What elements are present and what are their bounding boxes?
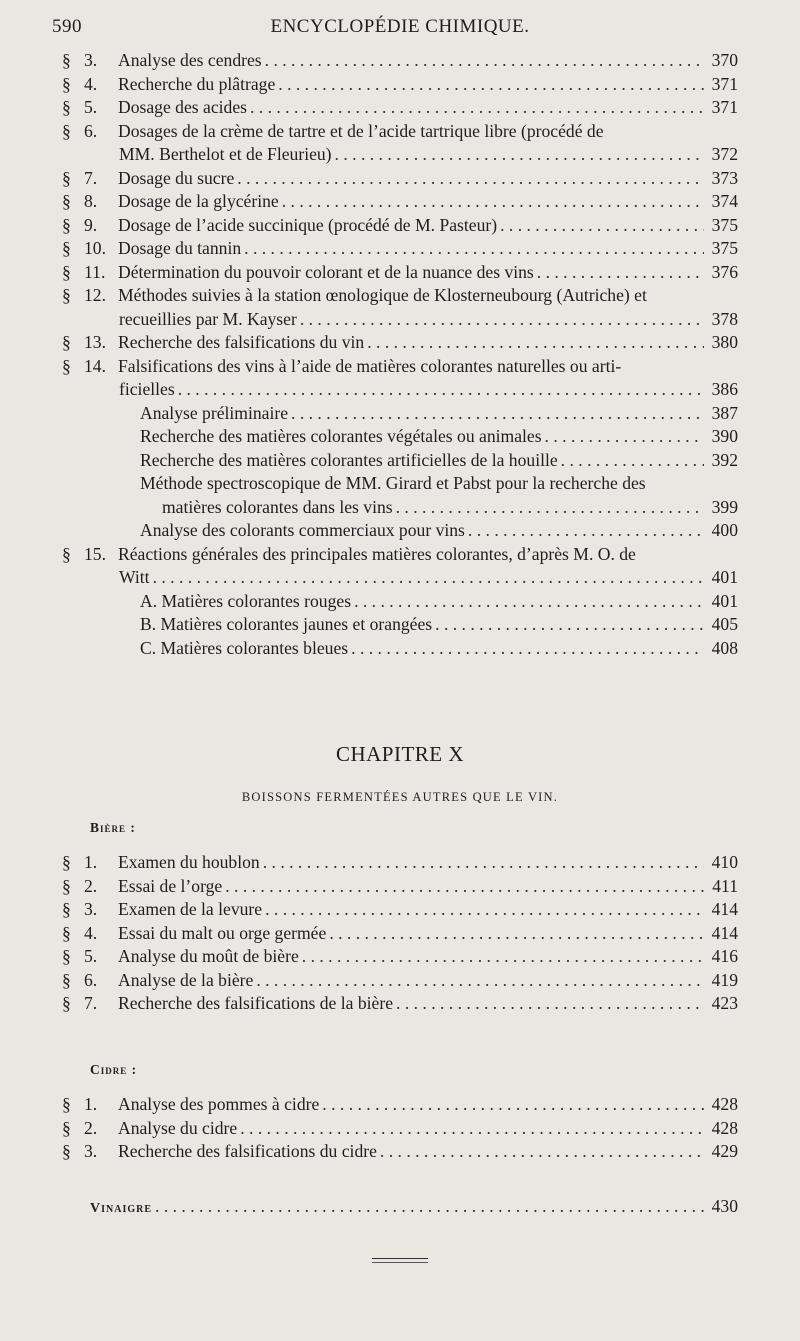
section-sign: § bbox=[62, 969, 71, 990]
entry-text: Essai de l’orge bbox=[118, 875, 223, 896]
toc-entry bbox=[62, 497, 738, 521]
entry-page: 401 bbox=[711, 567, 738, 587]
entry-page: 375 bbox=[711, 214, 738, 235]
entry-label bbox=[62, 121, 604, 142]
entry-label bbox=[140, 638, 348, 659]
entry-page: 400 bbox=[711, 520, 738, 540]
entry-number: 5. bbox=[84, 946, 98, 966]
page-number: 590 bbox=[52, 16, 82, 37]
entry-label bbox=[62, 993, 393, 1014]
toc-entry bbox=[62, 970, 738, 994]
dot-leader bbox=[351, 638, 704, 659]
entry-number: 4. bbox=[84, 922, 98, 943]
entry-label bbox=[140, 520, 465, 541]
entry-page: 423 bbox=[711, 993, 738, 1013]
entry-label bbox=[62, 1118, 237, 1139]
toc-entry bbox=[62, 403, 738, 427]
entry-text: Analyse du cidre bbox=[118, 1117, 238, 1138]
dot-leader bbox=[240, 1118, 704, 1139]
toc-entry bbox=[62, 1141, 738, 1165]
entry-page: 430 bbox=[711, 1196, 738, 1216]
section-sign: § bbox=[62, 191, 71, 211]
entry-page: 386 bbox=[711, 379, 738, 399]
chapter-title: CHAPITRE X bbox=[335, 742, 465, 766]
section-sign: § bbox=[62, 1117, 71, 1138]
entry-text: Détermination du pouvoir colorant et de la nuance des vins bbox=[118, 261, 534, 282]
entry-page: 370 bbox=[711, 50, 738, 70]
section-sign: § bbox=[62, 332, 71, 352]
toc-entry bbox=[62, 50, 738, 74]
entry-page: 376 bbox=[711, 261, 738, 282]
entry-text: matières colorantes dans les vins bbox=[162, 496, 393, 517]
entry-page: 428 bbox=[711, 1094, 738, 1114]
entry-text: Recherche des matières colorantes végétales ou animales bbox=[140, 426, 542, 446]
toc-entry bbox=[62, 215, 738, 239]
entry-page: 428 bbox=[711, 1117, 738, 1138]
toc-entry bbox=[62, 121, 738, 145]
entry-number: 4. bbox=[84, 73, 98, 94]
dot-leader bbox=[354, 591, 704, 612]
toc-entry bbox=[62, 591, 738, 615]
entry-label bbox=[62, 215, 497, 236]
section-sign: § bbox=[62, 875, 71, 896]
toc-entry bbox=[62, 262, 738, 286]
entry-label bbox=[62, 74, 275, 95]
entry-text: Examen de la levure bbox=[118, 899, 263, 919]
dot-leader bbox=[265, 899, 704, 920]
entry-text: Recherche des matières colorantes artificielles de la houille bbox=[140, 449, 558, 470]
entry-page: 408 bbox=[711, 637, 738, 658]
entry-text: Essai du malt ou orge germée bbox=[118, 922, 327, 943]
toc-entry bbox=[62, 1196, 738, 1220]
dot-leader bbox=[278, 74, 704, 95]
entry-text: Analyse préliminaire bbox=[140, 402, 289, 423]
entry-number: 5. bbox=[84, 97, 98, 117]
entry-number: 7. bbox=[84, 167, 98, 188]
entry-label bbox=[140, 403, 288, 424]
toc-entry bbox=[62, 426, 738, 450]
entry-number: 8. bbox=[84, 191, 98, 211]
entry-label bbox=[62, 946, 299, 967]
toc-entry bbox=[62, 946, 738, 970]
section-sign: § bbox=[62, 355, 71, 376]
section-sign: § bbox=[62, 167, 71, 188]
entry-label bbox=[62, 168, 234, 189]
entry-text: Dosage des acides bbox=[118, 97, 247, 117]
entry-text: A. Matières colorantes rouges bbox=[140, 590, 352, 611]
entry-number: 2. bbox=[84, 1117, 98, 1138]
entry-label bbox=[140, 614, 432, 635]
dot-leader bbox=[380, 1141, 704, 1162]
entry-text: B. Matières colorantes jaunes et orangées bbox=[140, 614, 433, 634]
dot-leader bbox=[256, 970, 704, 991]
entry-number: 1. bbox=[84, 1094, 98, 1114]
entry-page: 371 bbox=[711, 97, 738, 117]
section-sign: § bbox=[62, 285, 71, 305]
toc-cidre bbox=[62, 1094, 738, 1165]
entry-text: Réactions générales des principales matières colorantes, d’après M. O. de bbox=[118, 543, 636, 564]
entry-text: Méthode spectroscopique de MM. Girard et Pabst pour la recherche des bbox=[140, 473, 646, 493]
entry-text: MM. Berthelot et de Fleurieu) bbox=[119, 144, 332, 164]
entry-text: recueillies par M. Kayser bbox=[119, 308, 297, 329]
entry-number: 3. bbox=[84, 899, 98, 919]
section-sign: § bbox=[62, 261, 71, 282]
toc-biere bbox=[62, 852, 738, 1017]
end-rule bbox=[372, 1258, 428, 1259]
entry-label bbox=[119, 309, 297, 330]
entry-text: Dosage de l’acide succinique (procédé de M. Pasteur) bbox=[118, 214, 498, 235]
toc-entry bbox=[62, 899, 738, 923]
entry-number: 2. bbox=[84, 875, 98, 896]
entry-number: 3. bbox=[84, 1141, 98, 1161]
entry-page: 414 bbox=[711, 922, 738, 943]
section-sign: § bbox=[62, 946, 71, 966]
toc-entry bbox=[62, 638, 738, 662]
entry-page: 390 bbox=[711, 426, 738, 446]
dot-leader bbox=[244, 238, 704, 259]
entry-label bbox=[62, 191, 279, 212]
entry-text: Analyse des cendres bbox=[118, 50, 262, 70]
entry-text: C. Matières colorantes bleues bbox=[140, 637, 349, 658]
dot-leader bbox=[367, 332, 704, 353]
dot-leader bbox=[225, 876, 704, 897]
chapter-subtitle: BOISSONS FERMENTÉES AUTRES QUE LE VIN. bbox=[241, 790, 559, 804]
entry-text: Dosage du tannin bbox=[118, 238, 242, 258]
entry-text: Analyse des pommes à cidre bbox=[118, 1094, 320, 1114]
entry-page: 373 bbox=[711, 167, 738, 188]
toc-entry bbox=[62, 473, 738, 497]
dot-leader bbox=[500, 215, 704, 236]
toc-entry bbox=[62, 332, 738, 356]
entry-number: 14. bbox=[84, 355, 106, 376]
entry-text: Recherche des falsifications de la bière bbox=[118, 993, 394, 1013]
toc-entry bbox=[62, 74, 738, 98]
entry-label bbox=[62, 970, 253, 991]
entry-page: 405 bbox=[711, 614, 738, 634]
toc-entry bbox=[62, 168, 738, 192]
entry-page: 414 bbox=[711, 899, 738, 919]
entry-number: 13. bbox=[84, 332, 106, 352]
entry-label bbox=[62, 899, 262, 920]
toc-entry bbox=[62, 356, 738, 380]
toc-entry bbox=[62, 614, 738, 638]
toc-entry bbox=[62, 567, 738, 591]
entry-label bbox=[62, 544, 636, 565]
entry-page: 411 bbox=[712, 875, 738, 896]
dot-leader bbox=[153, 567, 704, 588]
section-label-cidre: Cidre : bbox=[90, 1062, 138, 1077]
entry-label bbox=[62, 50, 262, 71]
entry-label bbox=[62, 332, 364, 353]
toc-entry bbox=[62, 852, 738, 876]
entry-label bbox=[140, 473, 646, 494]
entry-page: 371 bbox=[711, 73, 738, 94]
entry-page: 399 bbox=[711, 496, 738, 517]
entry-label bbox=[62, 285, 647, 306]
table-of-contents bbox=[62, 50, 738, 661]
section-sign: § bbox=[62, 73, 71, 94]
toc-entry bbox=[62, 1118, 738, 1142]
entry-page: 372 bbox=[711, 144, 738, 164]
section-sign: § bbox=[62, 993, 71, 1013]
toc-entry bbox=[62, 309, 738, 333]
dot-leader bbox=[435, 614, 704, 635]
entry-number: 9. bbox=[84, 214, 98, 235]
entry-text: ficielles bbox=[119, 379, 175, 399]
entry-page: 392 bbox=[711, 449, 738, 470]
toc-vinaigre bbox=[62, 1196, 738, 1220]
section-sign: § bbox=[62, 238, 71, 258]
entry-label bbox=[140, 591, 351, 612]
toc-entry bbox=[62, 379, 738, 403]
toc-entry bbox=[62, 191, 738, 215]
entry-text: Recherche des falsifications du vin bbox=[118, 332, 365, 352]
entry-number: 3. bbox=[84, 50, 98, 70]
section-sign: § bbox=[62, 1141, 71, 1161]
entry-page: 410 bbox=[711, 852, 738, 872]
toc-entry bbox=[62, 923, 738, 947]
toc-entry bbox=[62, 97, 738, 121]
entry-number: 6. bbox=[84, 969, 98, 990]
dot-leader bbox=[263, 852, 704, 873]
toc-entry bbox=[62, 544, 738, 568]
entry-label bbox=[62, 923, 326, 944]
entry-text: Analyse de la bière bbox=[118, 969, 254, 990]
entry-label bbox=[62, 262, 534, 283]
entry-text: Falsifications des vins à l’aide de matières colorantes naturelles ou arti- bbox=[118, 355, 622, 376]
dot-leader bbox=[335, 144, 704, 165]
section-sign: § bbox=[62, 899, 71, 919]
entry-label bbox=[62, 97, 247, 118]
dot-leader bbox=[545, 426, 704, 447]
entry-text: Analyse des colorants commerciaux pour vins bbox=[140, 520, 465, 540]
entry-text: Examen du houblon bbox=[118, 852, 260, 872]
entry-page: 416 bbox=[711, 946, 738, 966]
entry-page: 387 bbox=[711, 402, 738, 423]
dot-leader bbox=[155, 1196, 704, 1217]
entry-label bbox=[162, 497, 393, 518]
dot-leader bbox=[396, 993, 704, 1014]
entry-number: 7. bbox=[84, 993, 98, 1013]
entry-text: Recherche des falsifications du cidre bbox=[118, 1141, 377, 1161]
section-sign: § bbox=[62, 214, 71, 235]
entry-text: Recherche du plâtrage bbox=[118, 73, 276, 94]
toc-entry bbox=[62, 1094, 738, 1118]
entry-label bbox=[62, 876, 222, 897]
dot-leader bbox=[300, 309, 704, 330]
entry-label bbox=[62, 1094, 319, 1115]
end-rule-thin bbox=[372, 1262, 428, 1263]
entry-number: 10. bbox=[84, 238, 106, 258]
dot-leader bbox=[561, 450, 704, 471]
entry-page: 374 bbox=[711, 191, 738, 211]
dot-leader bbox=[282, 191, 704, 212]
section-label-biere: Bière : bbox=[90, 820, 136, 835]
entry-text: Analyse du moût de bière bbox=[118, 946, 299, 966]
entry-label bbox=[62, 356, 621, 377]
dot-leader bbox=[250, 97, 704, 118]
running-title: ENCYCLOPÉDIE CHIMIQUE. bbox=[270, 16, 530, 37]
entry-label bbox=[140, 450, 558, 471]
entry-label bbox=[119, 144, 332, 165]
entry-label bbox=[119, 379, 175, 400]
dot-leader bbox=[537, 262, 704, 283]
dot-leader bbox=[291, 403, 704, 424]
entry-number: 6. bbox=[84, 120, 98, 141]
entry-text: Vinaigre bbox=[90, 1201, 153, 1216]
entry-text: Witt bbox=[119, 567, 150, 587]
section-sign: § bbox=[62, 1094, 71, 1114]
entry-number: 15. bbox=[84, 543, 106, 564]
dot-leader bbox=[178, 379, 704, 400]
entry-number: 11. bbox=[84, 261, 106, 282]
toc-entry bbox=[62, 144, 738, 168]
dot-leader bbox=[396, 497, 704, 518]
entry-label bbox=[140, 426, 542, 447]
entry-page: 375 bbox=[711, 238, 738, 258]
section-sign: § bbox=[62, 97, 71, 117]
entry-text: Méthodes suivies à la station œnologique de Klosterneubourg (Autriche) et bbox=[118, 285, 647, 305]
section-sign: § bbox=[62, 543, 71, 564]
dot-leader bbox=[468, 520, 704, 541]
entry-page: 429 bbox=[711, 1141, 738, 1161]
entry-page: 378 bbox=[711, 308, 738, 329]
entry-label bbox=[62, 1141, 377, 1162]
page-header bbox=[52, 16, 748, 42]
entry-text: Dosage du sucre bbox=[118, 167, 235, 188]
toc-entry bbox=[62, 285, 738, 309]
dot-leader bbox=[302, 946, 704, 967]
section-sign: § bbox=[62, 922, 71, 943]
dot-leader bbox=[322, 1094, 704, 1115]
entry-page: 419 bbox=[711, 969, 738, 990]
toc-entry bbox=[62, 520, 738, 544]
toc-entry bbox=[62, 876, 738, 900]
entry-text: Dosage de la glycérine bbox=[118, 191, 279, 211]
entry-text: Dosages de la crème de tartre et de l’acide tartrique libre (procédé de bbox=[118, 120, 604, 141]
entry-label bbox=[62, 852, 260, 873]
entry-number: 1. bbox=[84, 852, 98, 872]
section-sign: § bbox=[62, 852, 71, 872]
entry-page: 380 bbox=[711, 332, 738, 352]
entry-page: 401 bbox=[711, 590, 738, 611]
toc-entry bbox=[62, 450, 738, 474]
toc-entry bbox=[62, 993, 738, 1017]
section-sign: § bbox=[62, 120, 71, 141]
dot-leader bbox=[237, 168, 704, 189]
entry-label bbox=[119, 567, 150, 588]
entry-number: 12. bbox=[84, 285, 106, 305]
dot-leader bbox=[329, 923, 704, 944]
toc-entry bbox=[62, 238, 738, 262]
entry-label bbox=[62, 238, 241, 259]
section-sign: § bbox=[62, 50, 71, 70]
dot-leader bbox=[265, 50, 704, 71]
